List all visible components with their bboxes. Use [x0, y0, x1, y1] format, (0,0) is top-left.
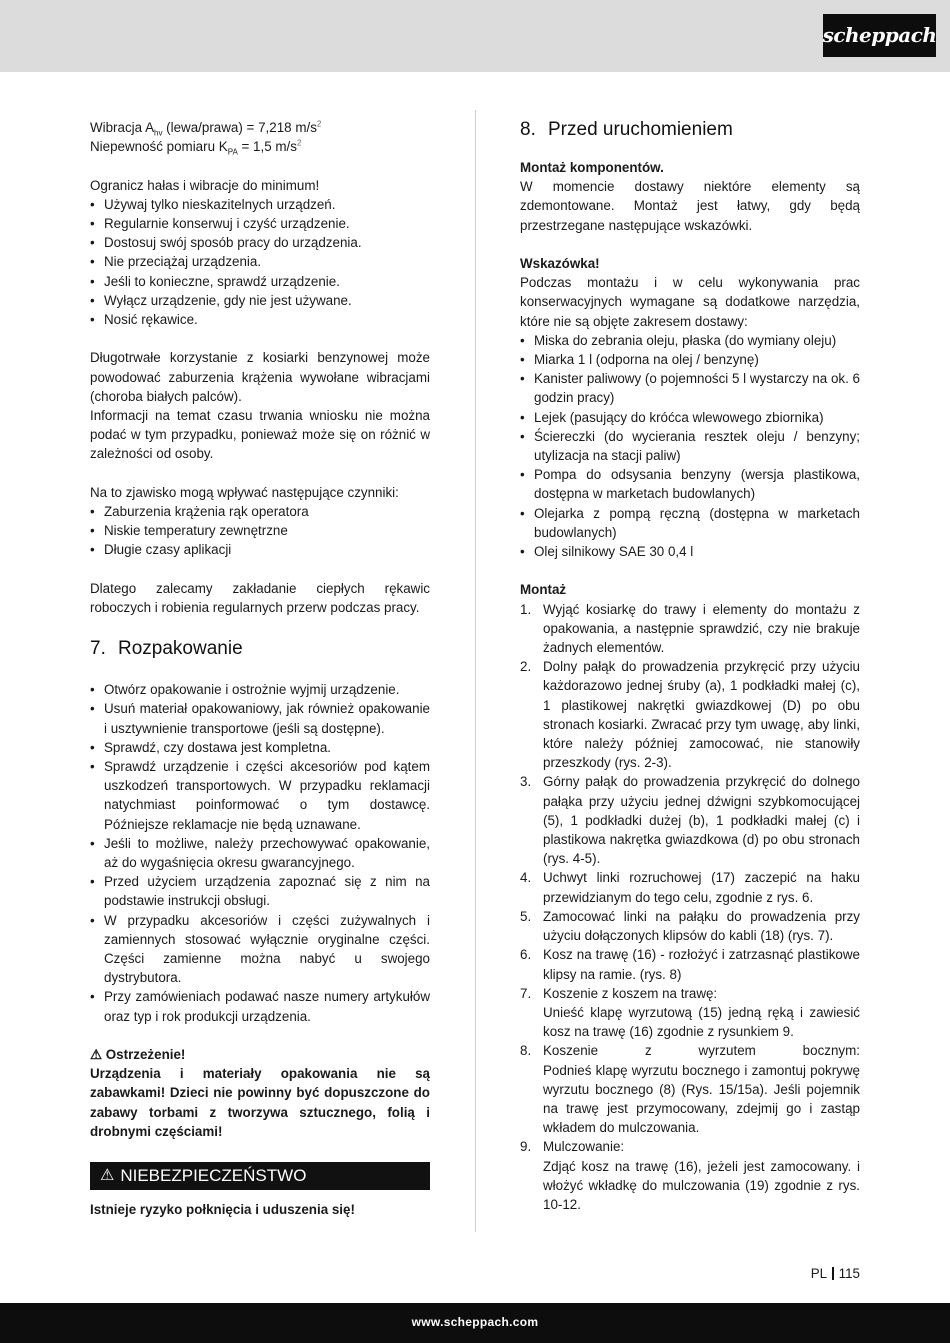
list-item: • Otwórz opakowanie i ostrożnie wyjmij urządzenie.	[90, 680, 430, 699]
long-use-paragraph: Długotrwałe korzystanie z kosiarki benzynowej może powodować zaburzenia krążenia wywołane wibracjami (choroba białych palców).	[90, 350, 430, 404]
section-8-heading: 8. Przed uruchomieniem	[520, 119, 733, 140]
list-item: • Usuń materiał opakowaniowy, jak również opakowanie i usztywnienie transportowe (jeśli są dostępne).	[90, 699, 430, 737]
danger-triangle-icon: ⚠	[100, 1167, 115, 1185]
left-column	[90, 118, 430, 1219]
list-item: • Sprawdź urządzenie i części akcesoriów pod kątem uszkodzeń transportowych. W przypadku reklamacji natychmiast poinformować o tym dostawcę. Późniejsze reklamacje nie będą uznawane.	[90, 757, 430, 834]
list-item: • Miarka 1 l (odporna na olej / benzynę)	[520, 350, 860, 369]
website-link[interactable]: www.scheppach.com	[411, 1315, 539, 1330]
step-item: 3. Górny pałąk do prowadzenia przykręcić do dolnego pałąka przy użyciu jednej dźwigni szybkomocującej (5), 1 podkładki dużej (b), 1 podkładki małej (c) i plastikowa nakrętka gwiazdkowa (d) po obu stronach (rys. 4-5).	[520, 774, 860, 867]
montage-steps	[520, 600, 860, 1215]
list-item: • Jeśli to możliwe, należy przechowywać opakowanie, aż do wygaśnięcia okresu gwarancyjnego.	[90, 834, 430, 872]
warning-title: ⚠ Ostrzeżenie!	[90, 1047, 186, 1063]
list-item: • Niskie temperatury zewnętrzne	[90, 521, 430, 540]
vibration-line: Wibracja $A_{hv}$ (lewa/prawa) = 7,218 $m/s^2$	[90, 119, 322, 138]
step-item: 2. Dolny pałąk do prowadzenia przykręcić przy użyciu każdorazowo jednej śruby (a), 1 podkładki małej (c), 1 plastikowej nakrętki gwiazdkowej (D) po obu stronach kosiarki. Zwracać przy tym uwagę, aby linki, które należy później zamocować, nie stanowiły przeszkody (rys. 2-3).	[520, 659, 860, 771]
list-item: • Dostosuj swój sposób pracy do urządzenia.	[90, 233, 430, 252]
page-number: PL 115	[810, 1266, 860, 1281]
list-item: • Olej silnikowy SAE 30 0,4 l	[520, 542, 860, 561]
step-item: 8. Koszenie z wyrzutem bocznym: Podnieś klapę wyrzutu bocznego i zamontuj pokrywę wyrzutu bocznego (8) (Rys. 15/15a). Jeśli pojemnik na trawę jest przymocowany, zdejmij go i zastąp wkładem do mulczowania.	[520, 1043, 860, 1136]
list-item: • Miska do zebrania oleju, płaska (do wymiany oleju)	[520, 331, 860, 350]
hint-heading: Wskazówka!	[520, 256, 600, 271]
step-item: 5. Zamocować linki na pałąku do prowadzenia przy użyciu dołączonych klipsów do kabli (18) (rys. 7).	[520, 908, 860, 944]
recommendation-paragraph: Dlatego zalecamy zakładanie ciepłych rękawic roboczych i robienia regularnych przerw podczas pracy.	[90, 580, 430, 616]
list-item: • Przy zamówieniach podawać nasze numery artykułów oraz typ i rok produkcji urządzenia.	[90, 987, 430, 1025]
list-item: • Nie przeciążaj urządzenia.	[90, 252, 430, 271]
assembly-heading: Montaż komponentów.	[520, 160, 664, 175]
list-item: • Lejek (pasujący do króćca wlewowego zbiornika)	[520, 408, 860, 427]
list-item: • Regularnie konserwuj i czyść urządzenie.	[90, 214, 430, 233]
header-bar	[0, 0, 950, 72]
montage-heading: Montaż	[520, 582, 567, 598]
list-item: • Pompa do odsysania benzyny (wersja plastikowa, dostępna w marketach budowlanych)	[520, 465, 860, 503]
step-item: 6. Kosz na trawę (16) - rozłożyć i zatrzasnąć plastikowe klipsy na ramie. (rys. 8)	[520, 947, 860, 982]
danger-banner: ⚠ NIEBEZPIECZEŃSTWO	[90, 1162, 430, 1190]
uncertainty-line: Niepewność pomiaru $K_{PA} = 1,5$ $m/s^2$	[90, 138, 302, 157]
limit-list	[90, 195, 430, 329]
factors-intro: Na to zjawisko mogą wpływać następujące czynniki:	[90, 484, 399, 500]
hint-paragraph: Podczas montażu i w celu wykonywania prac konserwacyjnych wymagane są dodatkowe narzędzia, które nie są objęte zakresem dostawy:	[520, 275, 860, 329]
list-item: • Olejarka z pompą ręczną (dostępna w marketach budowlanych)	[520, 504, 860, 542]
assembly-paragraph: W momencie dostawy niektóre elementy są zdemontowane. Montaż jest łatwy, gdy będą przestrzegane następujące wskazówki.	[520, 179, 860, 233]
column-divider	[475, 110, 476, 1232]
limit-intro: Ogranicz hałas i wibracje do minimum!	[90, 177, 320, 193]
list-item: • Używaj tylko nieskazitelnych urządzeń.	[90, 195, 430, 214]
unpack-list	[90, 680, 430, 1026]
separator-bar	[832, 1267, 834, 1280]
list-item: • Długie czasy aplikacji	[90, 540, 430, 559]
step-item: 1. Wyjąć kosiarkę do trawy i elementy do montażu z opakowania, a następnie sprawdzić, czy nie brakuje żadnych elementów.	[520, 601, 860, 656]
step-item: 4. Uchwyt linki rozruchowej (17) zaczepić na haku przewidzianym do tego celu, zgodnie z rys. 6.	[520, 870, 860, 905]
section-7-heading: 7. Rozpakowanie	[90, 638, 243, 660]
list-item: • Wyłącz urządzenie, gdy nie jest używane.	[90, 291, 430, 310]
brand-logo: scheppach	[823, 14, 936, 57]
list-item: • Sprawdź, czy dostawa jest kompletna.	[90, 738, 430, 757]
step-item: 9. Mulczowanie: Zdjąć kosz na trawę (16), jeżeli jest zamocowany. i włożyć wkładkę do mulczowania (19) zgodnie z rys. 10-12.	[520, 1139, 860, 1212]
list-item: • Przed użyciem urządzenia zapoznać się z nim na podstawie instrukcji obsługi.	[90, 872, 430, 910]
right-column	[520, 118, 860, 1214]
step-item: 7. Koszenie z koszem na trawę: Unieść klapę wyrzutową (15) jedną ręką i zawiesić kosz na trawę (16) zgodnie z rysunkiem 9.	[520, 985, 860, 1040]
list-item: • Zaburzenia krążenia rąk operatora	[90, 502, 430, 521]
list-item: • Ściereczki (do wycierania resztek oleju / benzyny; utylizacja na stacji paliw)	[520, 427, 860, 465]
danger-text: Istnieje ryzyko połknięcia i uduszenia się!	[90, 1202, 355, 1218]
factors-list	[90, 502, 430, 560]
list-item: • Jeśli to konieczne, sprawdź urządzenie.	[90, 272, 430, 291]
list-item: • Nosić rękawice.	[90, 310, 430, 329]
tools-list	[520, 331, 860, 561]
footer-bar	[0, 1303, 950, 1343]
list-item: • Kanister paliwowy (o pojemności 5 l wystarczy na ok. 6 godzin pracy)	[520, 369, 860, 407]
warning-text: Urządzenia i materiały opakowania nie są zabawkami! Dzieci nie powinny być dopuszczone do zabawy torbami z tworzywa sztucznego, folią i drobnymi częściami!	[90, 1066, 430, 1139]
warning-triangle-icon: ⚠	[90, 1047, 103, 1063]
duration-paragraph: Informacji na temat czasu trwania wniosku nie można podać w tym przypadku, ponieważ może się on różnić w zależności od osoby.	[90, 408, 430, 462]
list-item: • W przypadku akcesoriów i części zużywalnych i zamiennych stosować wyłącznie oryginalne części. Części zamienne można nabyć u swojego dystrybutora.	[90, 911, 430, 988]
